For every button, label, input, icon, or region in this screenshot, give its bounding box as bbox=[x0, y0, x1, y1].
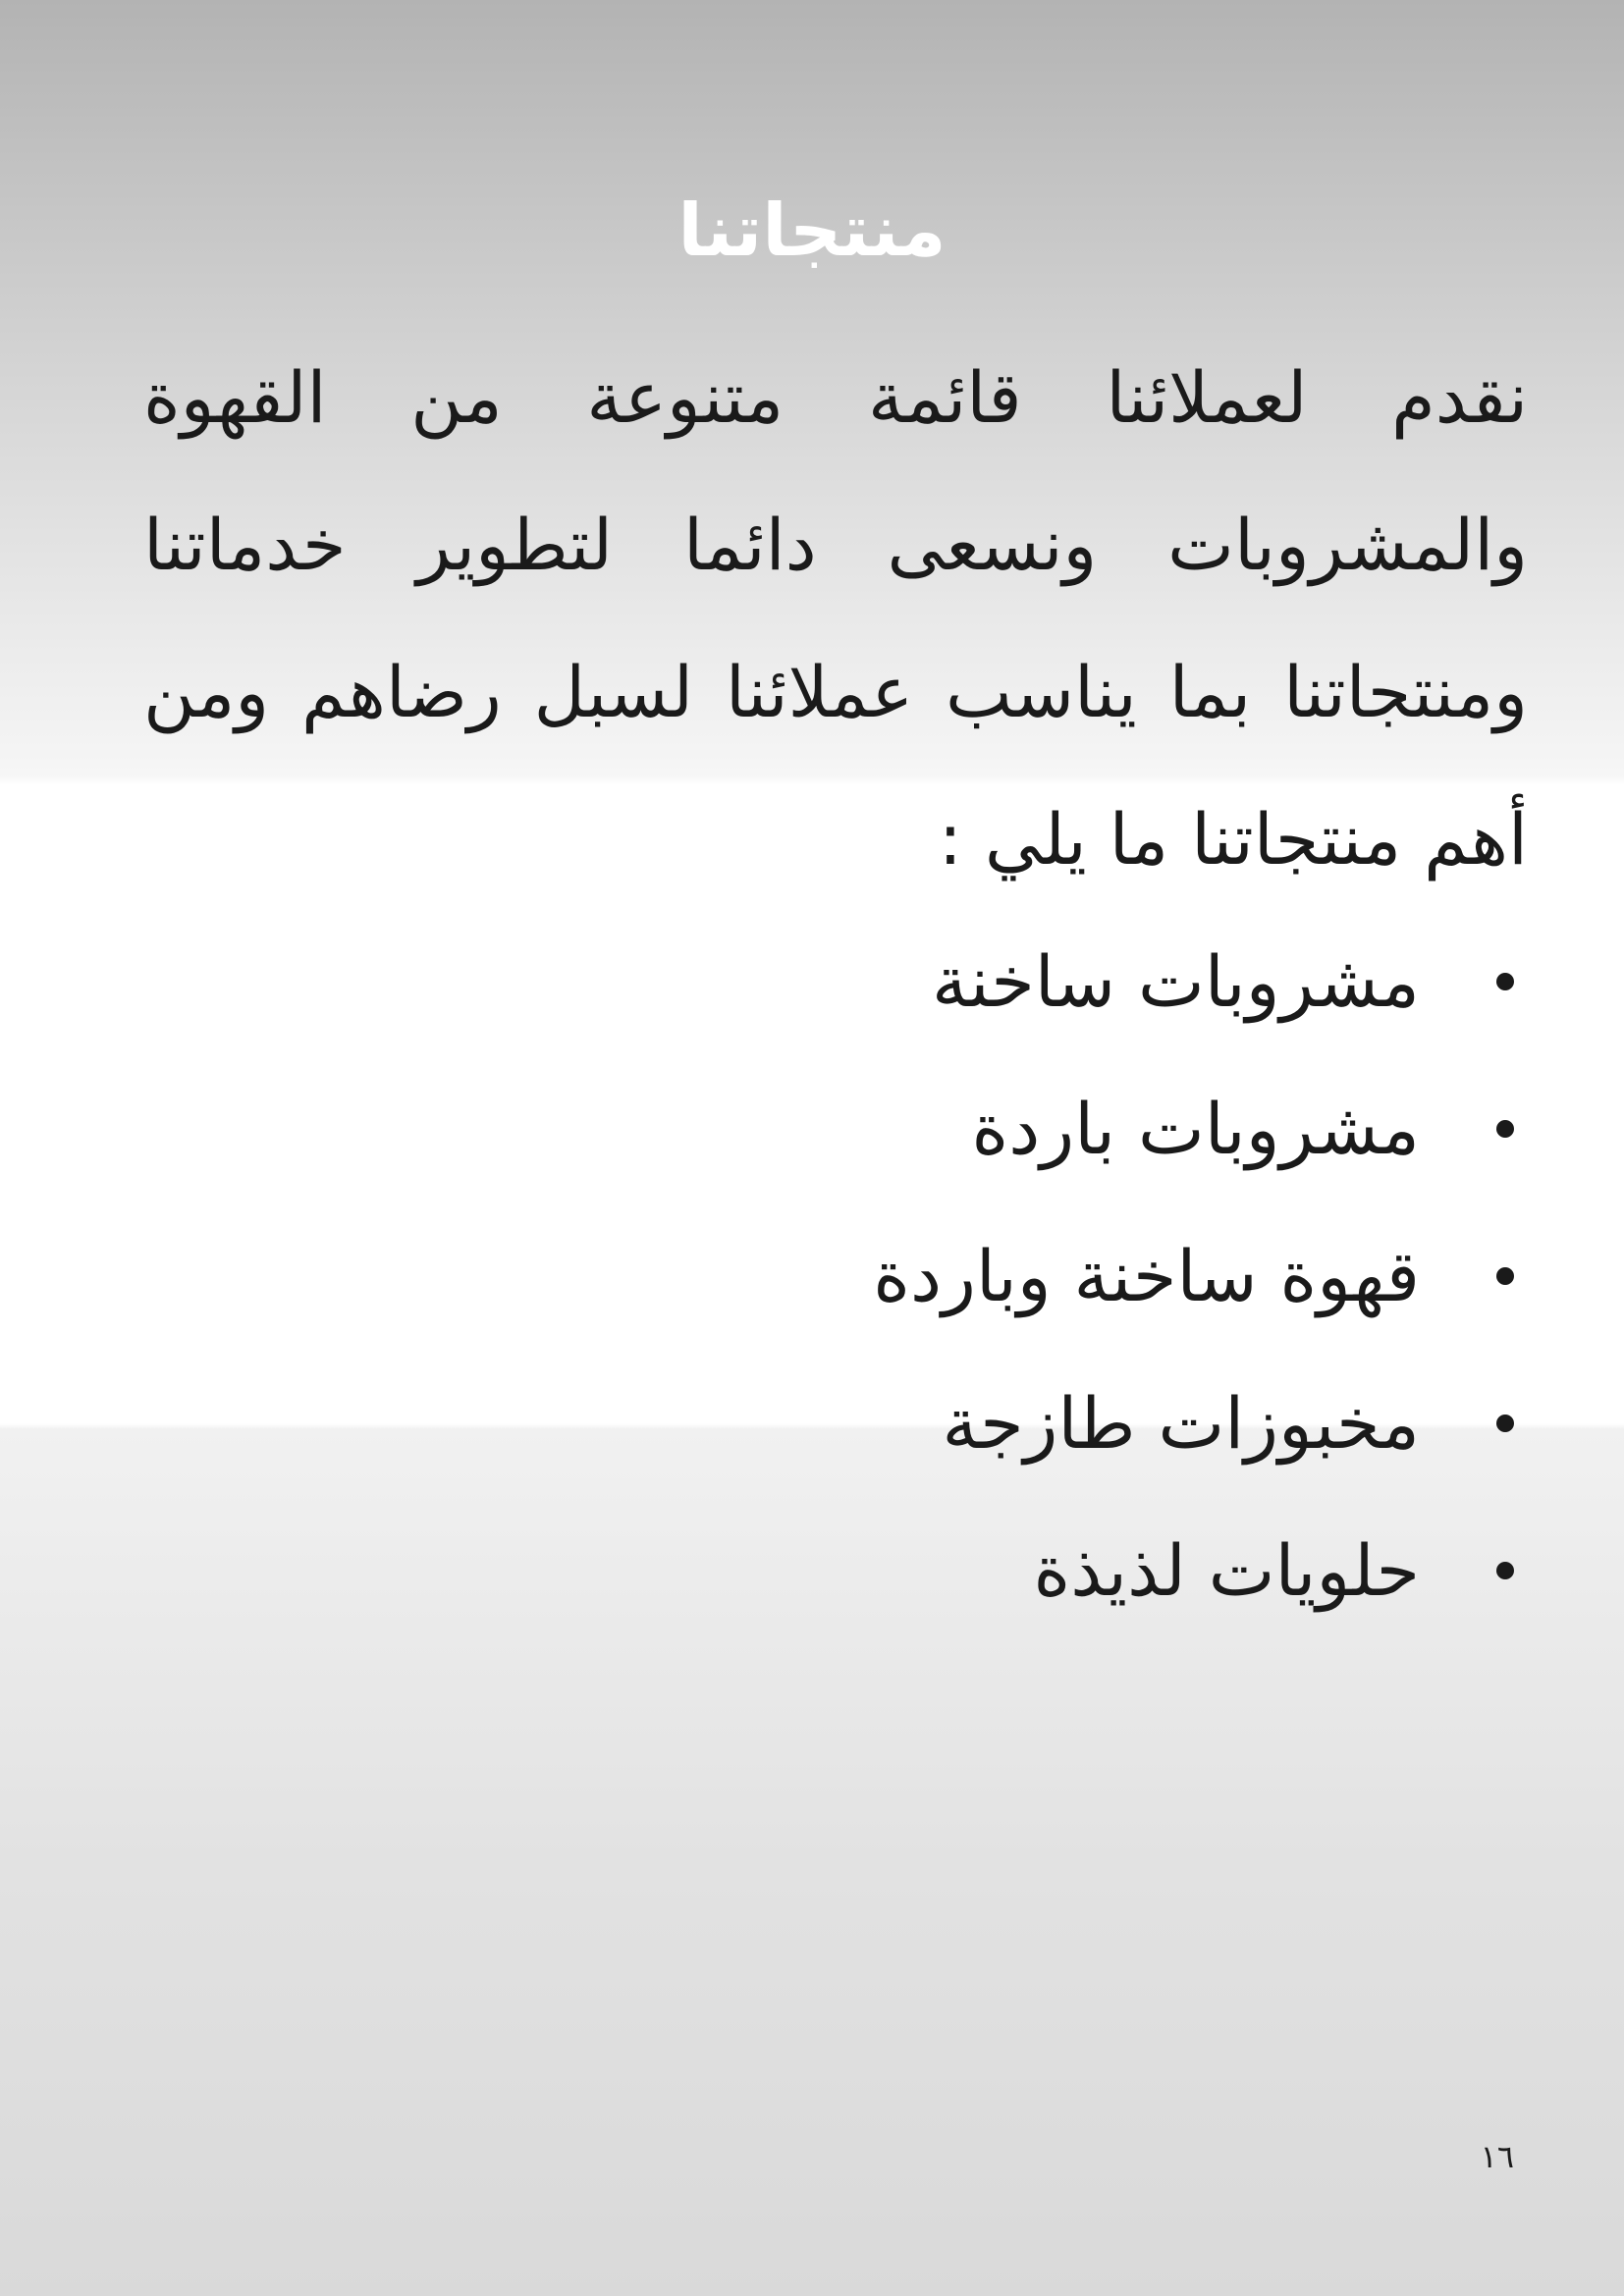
product-label: حلويات لذيذة bbox=[1033, 1529, 1420, 1612]
bullet-icon bbox=[1496, 1267, 1514, 1285]
list-item bbox=[350, 1202, 1528, 1350]
list-item bbox=[350, 1055, 1528, 1202]
bullet-icon bbox=[1496, 1120, 1514, 1138]
product-label: قهوة ساخنة وباردة bbox=[873, 1235, 1420, 1317]
page-title: منتجاتنا bbox=[677, 188, 947, 273]
list-item bbox=[350, 1350, 1528, 1497]
product-label: مشروبات ساخنة bbox=[931, 940, 1420, 1023]
page-number: ١٦ bbox=[1480, 2138, 1514, 2175]
intro-paragraph: نقدم لعملائنا قائمة متنوعة من القهوة والمشروبات ونسعى دائما لتطوير خدماتنا ومنتجاتنا بما يناسب عملائنا لسبل رضاهم ومن أهم منتجاتنا ما يلي : bbox=[143, 356, 1528, 881]
list-item bbox=[350, 908, 1528, 1055]
product-label: مشروبات باردة bbox=[971, 1088, 1420, 1170]
products-list bbox=[350, 908, 1528, 1644]
product-label: مخبوزات طازجة bbox=[942, 1382, 1420, 1465]
list-item bbox=[350, 1497, 1528, 1644]
bullet-icon bbox=[1496, 1562, 1514, 1579]
bullet-icon bbox=[1496, 1415, 1514, 1432]
bullet-icon bbox=[1496, 973, 1514, 990]
